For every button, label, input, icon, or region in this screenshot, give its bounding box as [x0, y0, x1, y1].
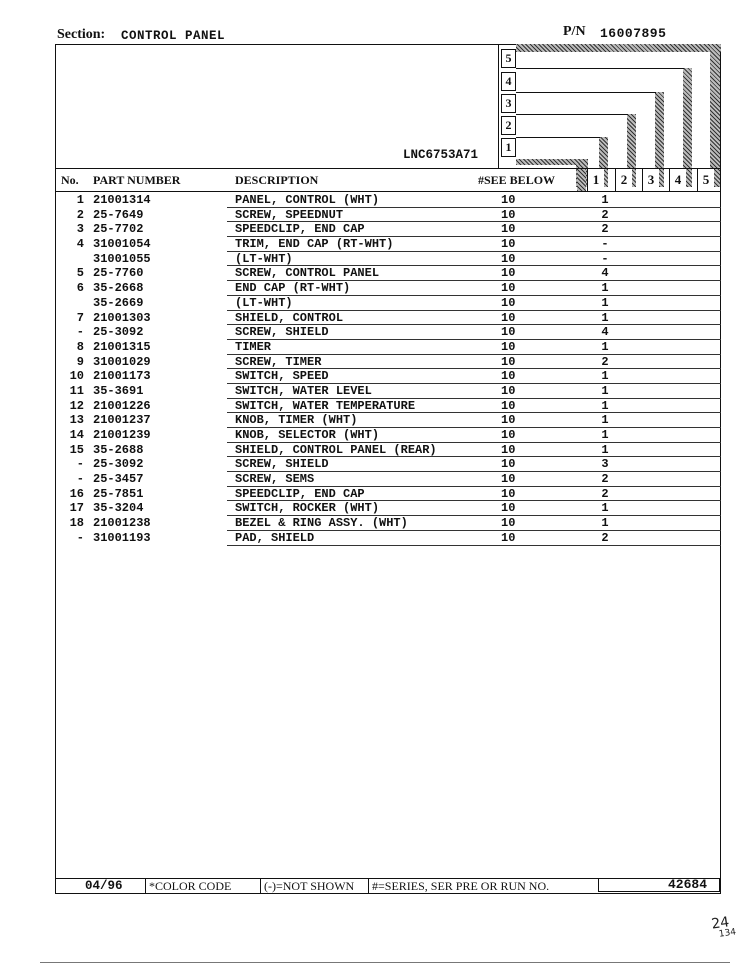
description: KNOB, TIMER (WHT) — [235, 413, 358, 428]
table-row — [55, 267, 721, 282]
description: SHIELD, CONTROL PANEL (REAR) — [235, 442, 437, 457]
item-number: 1 — [76, 193, 84, 207]
table-row — [55, 370, 721, 385]
item-number: - — [76, 472, 84, 487]
part-number: 31001193 — [93, 530, 151, 545]
section-title: CONTROL PANEL — [121, 29, 226, 43]
description: SWITCH, ROCKER (WHT) — [235, 501, 380, 516]
item-number: 9 — [76, 354, 84, 369]
series-box-3: 3 — [501, 94, 516, 113]
column-no: No. — [61, 173, 79, 187]
part-number: 31001055 — [93, 251, 151, 266]
see-below: 10 — [501, 442, 516, 457]
description: TIMER — [235, 339, 272, 354]
quantity-series-1: - — [601, 237, 609, 252]
quantity-series-1: 2 — [601, 354, 609, 369]
quantity-series-1: 3 — [601, 457, 609, 472]
part-number: 21001237 — [93, 413, 151, 428]
column-series-2: 2 — [615, 169, 632, 191]
handwritten-sub: 134 — [718, 927, 737, 940]
see-below: 10 — [501, 383, 516, 398]
description: SCREW, SEMS — [235, 472, 315, 487]
series-diagram — [498, 44, 721, 187]
footer-color-code: *COLOR CODE — [145, 879, 231, 894]
see-below: 10 — [501, 310, 516, 325]
quantity-series-1: 1 — [601, 501, 609, 516]
description: SCREW, SHIELD — [235, 457, 329, 472]
item-number: 11 — [69, 383, 84, 398]
see-below: 10 — [501, 325, 516, 340]
see-below: 10 — [501, 486, 516, 501]
quantity-series-1: 1 — [601, 193, 609, 207]
column-header-row — [55, 168, 721, 192]
description: PANEL, CONTROL (WHT) — [235, 193, 380, 207]
see-below: 10 — [501, 472, 516, 487]
see-below: 10 — [501, 237, 516, 252]
part-number: 35-2669 — [93, 295, 144, 310]
quantity-series-1: 2 — [601, 472, 609, 487]
quantity-series-1: - — [601, 251, 609, 266]
item-number: 12 — [69, 398, 84, 413]
table-row — [55, 502, 721, 517]
table-row — [55, 312, 721, 327]
see-below: 10 — [501, 369, 516, 384]
see-below: 10 — [501, 516, 516, 531]
quantity-series-1: 4 — [601, 325, 609, 340]
item-number: 6 — [76, 281, 84, 296]
column-series-1: 1 — [587, 169, 604, 191]
column-series-3: 3 — [642, 169, 659, 191]
see-below: 10 — [501, 413, 516, 428]
item-number: 17 — [69, 501, 84, 516]
column-see-below: #SEE BELOW — [478, 173, 556, 187]
handwritten-page-number — [710, 914, 736, 941]
table-row — [55, 414, 721, 429]
table-row — [55, 400, 721, 415]
quantity-series-1: 1 — [601, 383, 609, 398]
description: PAD, SHIELD — [235, 530, 315, 545]
quantity-series-1: 1 — [601, 428, 609, 442]
quantity-series-1: 1 — [601, 281, 609, 296]
column-description: DESCRIPTION — [235, 173, 319, 187]
item-number: 18 — [69, 516, 84, 531]
description: (LT-WHT) — [235, 295, 293, 310]
description: SPEEDCLIP, END CAP — [235, 222, 365, 237]
quantity-series-1: 2 — [601, 530, 609, 545]
description: SCREW, SPEEDNUT — [235, 207, 344, 222]
item-number: - — [76, 325, 84, 340]
part-number: 25-7702 — [93, 222, 144, 237]
see-below: 10 — [501, 530, 516, 545]
table-row — [55, 253, 721, 268]
description: SWITCH, SPEED — [235, 369, 329, 384]
description: TRIM, END CAP (RT-WHT) — [235, 237, 394, 252]
see-below: 10 — [501, 295, 516, 310]
handwritten-main: 24 — [710, 914, 731, 933]
table-row — [55, 282, 721, 297]
part-number-label: P/N — [563, 24, 586, 39]
see-below: 10 — [501, 339, 516, 354]
description: SCREW, CONTROL PANEL — [235, 266, 380, 281]
part-number: 21001226 — [93, 398, 151, 413]
description: SPEEDCLIP, END CAP — [235, 486, 365, 501]
table-row — [55, 488, 721, 503]
table-row — [55, 458, 721, 473]
table-row — [55, 444, 721, 459]
see-below: 10 — [501, 501, 516, 516]
item-number: 15 — [69, 442, 84, 457]
series-box-2: 2 — [501, 116, 516, 135]
item-number: 8 — [76, 339, 84, 354]
item-number: 10 — [69, 369, 84, 384]
quantity-series-1: 1 — [601, 369, 609, 384]
table-row — [55, 209, 721, 224]
section-label: Section: — [57, 27, 106, 42]
quantity-series-1: 2 — [601, 486, 609, 501]
description: SHIELD, CONTROL — [235, 310, 344, 325]
see-below: 10 — [501, 193, 516, 207]
quantity-series-1: 1 — [601, 310, 609, 325]
footer-series-note: #=SERIES, SER PRE OR RUN NO. — [368, 879, 549, 894]
see-below: 10 — [501, 222, 516, 237]
quantity-series-1: 1 — [601, 339, 609, 354]
part-number: 21001239 — [93, 428, 151, 442]
item-number: 14 — [69, 428, 84, 442]
footer-date: 04/96 — [85, 879, 123, 893]
quantity-series-1: 1 — [601, 398, 609, 413]
row-rule — [227, 545, 721, 546]
series-box-4: 4 — [501, 72, 516, 91]
table-row — [55, 238, 721, 253]
footer-not-shown: (-)=NOT SHOWN — [260, 879, 354, 894]
description: SCREW, SHIELD — [235, 325, 329, 340]
series-box-1: 1 — [501, 138, 516, 157]
quantity-series-1: 4 — [601, 266, 609, 281]
part-number: 21001314 — [93, 193, 151, 207]
diagram-code: LNC6753A71 — [403, 148, 479, 162]
see-below: 10 — [501, 281, 516, 296]
see-below: 10 — [501, 207, 516, 222]
column-series-4: 4 — [669, 169, 686, 191]
table-row — [55, 194, 721, 209]
item-number: 3 — [76, 222, 84, 237]
item-number: 13 — [69, 413, 84, 428]
column-part-number: PART NUMBER — [93, 173, 181, 187]
item-number: 16 — [69, 486, 84, 501]
quantity-series-1: 1 — [601, 413, 609, 428]
table-row — [55, 326, 721, 341]
see-below: 10 — [501, 428, 516, 442]
description: KNOB, SELECTOR (WHT) — [235, 428, 380, 442]
see-below: 10 — [501, 251, 516, 266]
part-number: 21001173 — [93, 369, 151, 384]
see-below: 10 — [501, 457, 516, 472]
see-below: 10 — [501, 266, 516, 281]
table-row — [55, 385, 721, 400]
part-number-value: 16007895 — [600, 26, 667, 41]
description: SWITCH, WATER LEVEL — [235, 383, 372, 398]
row-rule — [227, 339, 721, 340]
table-row — [55, 356, 721, 371]
item-number: - — [76, 457, 84, 472]
part-number: 35-2668 — [93, 281, 144, 296]
part-number: 31001054 — [93, 237, 151, 252]
item-number: 4 — [76, 237, 84, 252]
part-number: 35-2688 — [93, 442, 144, 457]
part-number: 21001315 — [93, 339, 151, 354]
description: SCREW, TIMER — [235, 354, 322, 369]
description: SWITCH, WATER TEMPERATURE — [235, 398, 416, 413]
description: END CAP (RT-WHT) — [235, 281, 351, 296]
footer — [55, 878, 721, 894]
table-row — [55, 473, 721, 488]
bottom-rule — [40, 962, 730, 963]
part-number: 21001303 — [93, 310, 151, 325]
see-below: 10 — [501, 398, 516, 413]
part-number: 35-3691 — [93, 383, 144, 398]
quantity-series-1: 1 — [601, 442, 609, 457]
row-rule — [227, 295, 721, 296]
item-number: 7 — [76, 310, 84, 325]
part-number: 25-3092 — [93, 457, 144, 472]
part-number: 35-3204 — [93, 501, 144, 516]
part-number: 31001029 — [93, 354, 151, 369]
description: BEZEL & RING ASSY. (WHT) — [235, 516, 408, 531]
column-series-5: 5 — [697, 169, 714, 191]
footer-document-number: 42684 — [667, 877, 707, 892]
quantity-series-1: 1 — [601, 295, 609, 310]
table-row — [55, 223, 721, 238]
item-number: 5 — [76, 266, 84, 281]
item-number: 2 — [76, 207, 84, 222]
table-row — [55, 297, 721, 312]
table-row — [55, 341, 721, 356]
description: (LT-WHT) — [235, 251, 293, 266]
table-row — [55, 429, 721, 444]
table-row — [55, 517, 721, 532]
part-number: 21001238 — [93, 516, 151, 531]
parts-list — [55, 194, 721, 547]
part-number: 25-3092 — [93, 325, 144, 340]
quantity-series-1: 2 — [601, 207, 609, 222]
item-number: - — [76, 530, 84, 545]
part-number: 25-3457 — [93, 472, 144, 487]
table-row — [55, 532, 721, 547]
see-below: 10 — [501, 354, 516, 369]
part-number: 25-7851 — [93, 486, 144, 501]
series-box-5: 5 — [501, 49, 516, 68]
quantity-series-1: 2 — [601, 222, 609, 237]
part-number: 25-7649 — [93, 207, 144, 222]
quantity-series-1: 1 — [601, 516, 609, 531]
row-rule — [227, 251, 721, 252]
part-number: 25-7760 — [93, 266, 144, 281]
